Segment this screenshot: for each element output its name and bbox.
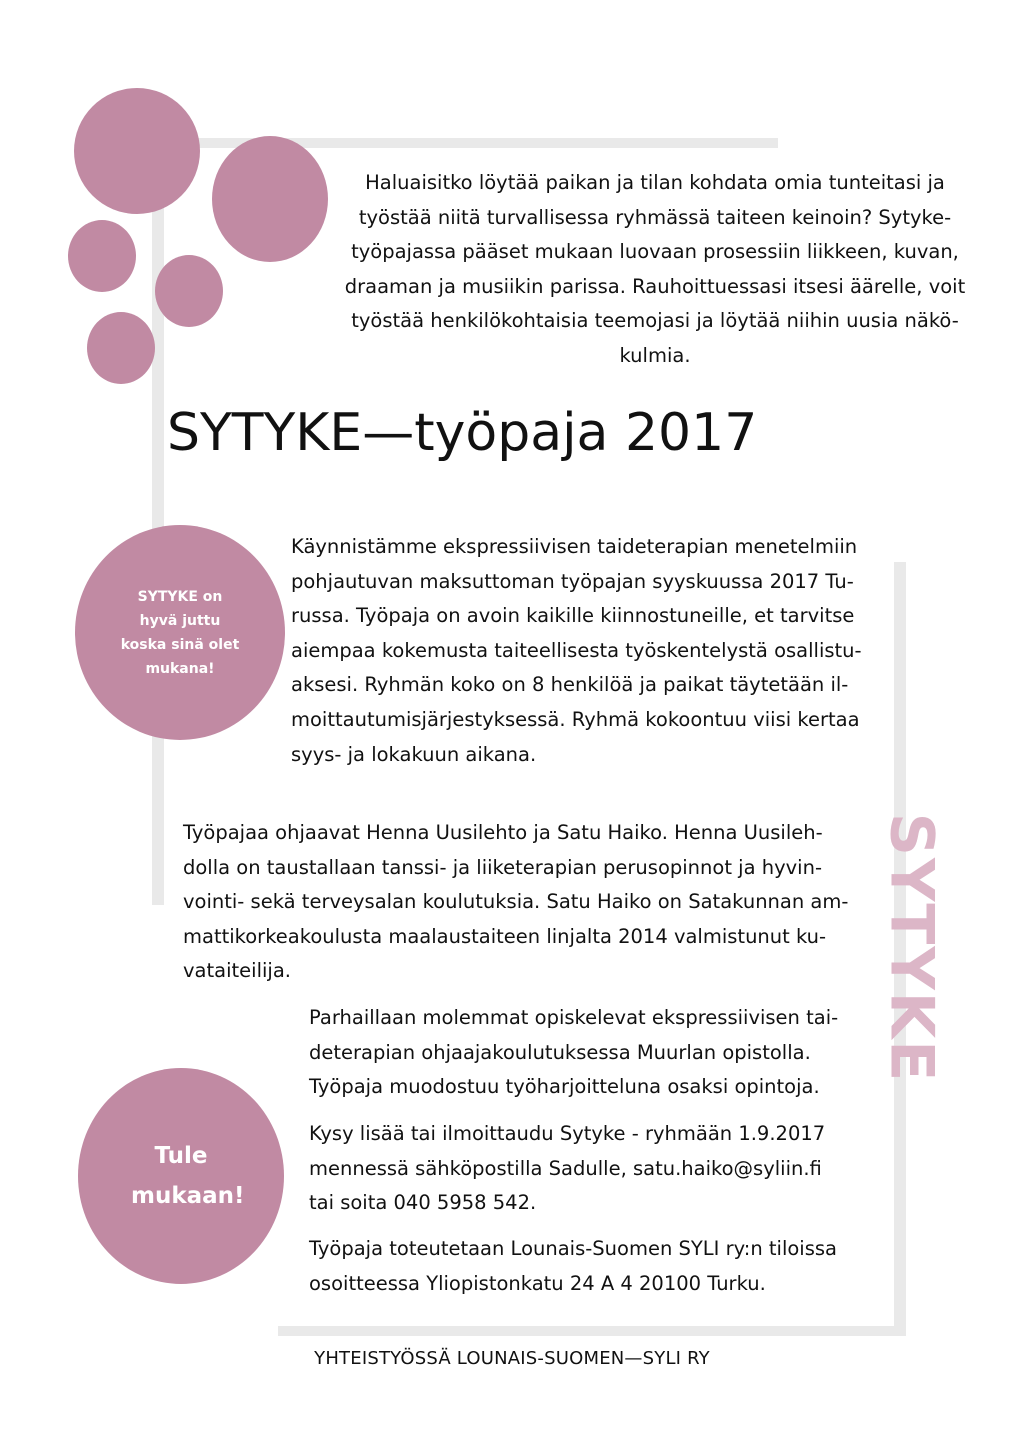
decor-circle-4 — [155, 255, 223, 327]
paragraph-line: pohjautuvan maksuttoman työpajan syyskuussa 2017 Tu- — [291, 569, 854, 593]
paragraph-line: Työpajaa ohjaavat Henna Uusilehto ja Satu Haiko. Henna Uusileh- — [183, 821, 823, 844]
decor-circle-3 — [68, 220, 136, 292]
decor-circle-2 — [212, 136, 328, 262]
badge-circle-top — [75, 525, 285, 740]
paragraph-line: osoitteessa Yliopistonkatu 24 A 4 20100 Turku. — [309, 1271, 766, 1295]
paragraph-line: dolla on taustallaan tanssi- ja liiketerapian perusopinnot ja hyvin- — [183, 855, 822, 879]
paragraph-line: deterapian ohjaajakoulutuksessa Muurlan opistolla. — [309, 1040, 811, 1064]
paragraph-4 — [309, 1117, 825, 1221]
intro-line: kulmia. — [619, 343, 691, 367]
paragraph-line: Kysy lisää tai ilmoittaudu Sytyke - ryhmään 1.9.2017 — [309, 1122, 826, 1145]
frame-left-line — [152, 140, 164, 905]
intro-line: työpajassa pääset mukaan luovaan prosessiin liikkeen, kuvan, — [351, 240, 959, 264]
paragraph-line: mennessä sähköpostilla Sadulle, satu.haiko@syliin.fi — [309, 1156, 822, 1180]
paragraph-line: Käynnistämme ekspressiivisen taideterapian menetelmiin — [291, 535, 858, 558]
badge-circle-bottom — [78, 1068, 284, 1284]
paragraph-line: vataiteilija. — [183, 959, 291, 983]
paragraph-line: Työpaja toteutetaan Lounais-Suomen SYLI ry:n tiloissa — [309, 1237, 837, 1260]
intro-paragraph — [340, 166, 970, 374]
paragraph-line: syys- ja lokakuun aikana. — [291, 742, 537, 766]
paragraph-5 — [309, 1232, 837, 1301]
intro-line: työstää niitä turvallisessa ryhmässä taiteen keinoin? Sytyke- — [358, 205, 952, 229]
paragraph-line: russa. Työpaja on avoin kaikille kiinnostuneille, et tarvitse — [291, 604, 855, 628]
paragraph-line: aiempaa kokemusta taiteellisesta työskentelystä osallistu- — [291, 638, 862, 662]
paragraph-line: mattikorkeakoulusta maalaustaiteen linjalta 2014 valmistunut ku- — [183, 924, 827, 948]
paragraph-2 — [183, 816, 848, 989]
paragraph-line: vointi- sekä terveysalan koulutuksia. Satu Haiko on Satakunnan am- — [183, 890, 849, 914]
intro-line: draaman ja musiikin parissa. Rauhoittuessasi itsesi äärelle, voit — [344, 274, 966, 298]
intro-line: Haluaisitko löytää paikan ja tilan kohdata omia tunteitasi ja — [365, 171, 945, 194]
frame-bottom-line — [278, 1326, 906, 1336]
paragraph-3 — [309, 1001, 838, 1105]
paragraph-line: tai soita 040 5958 542. — [309, 1191, 537, 1215]
paragraph-line: aksesi. Ryhmän koko on 8 henkilöä ja paikat täytetään il- — [291, 673, 849, 697]
page-title: SYTYKE—työpaja 2017 — [167, 403, 758, 463]
paragraph-line: Parhaillaan molemmat opiskelevat ekspressiivisen tai- — [309, 1006, 839, 1029]
badge-top-text: SYTYKE on hyvä juttu koska sinä olet mukana! — [120, 588, 240, 677]
footer-text: YHTEISTYÖSSÄ LOUNAIS-SUOMEN—SYLI RY — [314, 1348, 710, 1369]
badge-bottom-text: Tule mukaan! — [131, 1143, 245, 1209]
paragraph-line: Työpaja muodostuu työharjoitteluna osaksi opintoja. — [309, 1075, 820, 1099]
decor-circle-1 — [74, 88, 200, 214]
decor-circle-5 — [87, 312, 155, 384]
paragraph-line: moittautumisjärjestyksessä. Ryhmä kokoontuu viisi kertaa — [291, 707, 860, 731]
paragraph-1 — [291, 530, 862, 772]
intro-line: työstää henkilökohtaisia teemojasi ja löytää niihin uusia näkö- — [351, 309, 959, 333]
vertical-sytyke-word — [876, 790, 947, 1105]
vertical-word-text: SYTYKE — [876, 812, 947, 1083]
